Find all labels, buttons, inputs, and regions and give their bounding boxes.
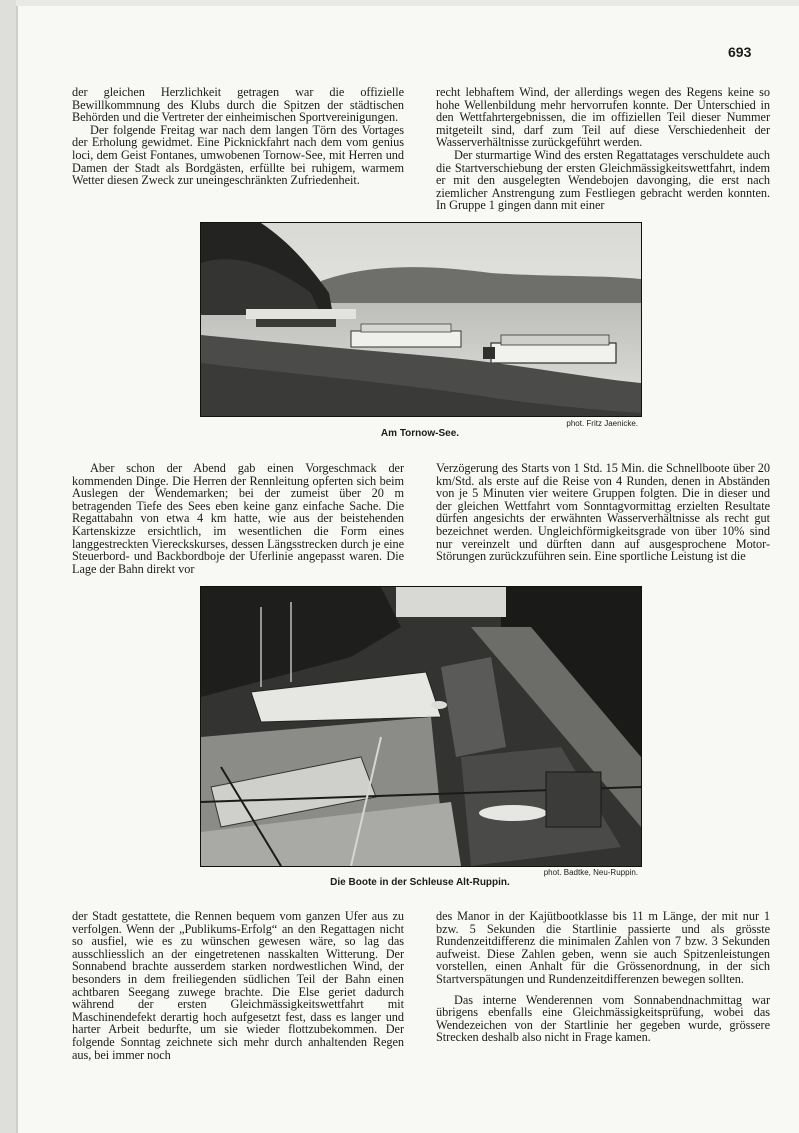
photo-credit: phot. Fritz Jaenicke.: [566, 419, 638, 428]
paragraph: Aber schon der Abend gab einen Vorgeschmack der kommenden Dinge. Die Herren der Rennleitung opferten sich beim Auslegen der Wendemarken; bei der zumeist über 20 m betragenden Tiefe des Sees eben keine ganz einfache Sache. Die Regattabahn von etwa 4 km hatte, wie aus der beistehenden Kartenskizze ersichtlich, im wesentlichen die Form eines langgestreckten Viereckskurses, dessen Längsstrecken durch je eine Steuerbord- und Backbordboje der Uferlinie angepasst waren. Die Lage der Bahn direkt vor: [72, 461, 404, 576]
paragraph: der gleichen Herzlichkeit getragen war die offizielle Bewillkommnung des Klubs durch die Spitzen der städtischen Behörden und die Vertreter der einheimischen Sportvereinigungen.: [72, 85, 404, 125]
paragraph: Der sturmartige Wind des ersten Regattatages verschuldete auch die Startverschiebung der ersten Gleichmässigkeitswettfahrt, indem er mit den ausgelegten Wendebojen davonging, die erst nach ziemlicher Anstrengung zum Festliegen gebracht werden konnten. In Gruppe 1 gingen dann mit einer: [436, 147, 770, 213]
page-number: 693: [728, 44, 752, 60]
photo-schleuse-alt-ruppin: [200, 586, 642, 867]
photo-caption: Am Tornow-See.: [380, 428, 460, 439]
photo-credit: phot. Badtke, Neu-Ruppin.: [543, 868, 638, 877]
text-column-top-right: [436, 86, 770, 212]
photo-tornow-see: [200, 222, 642, 417]
photo-caption: Die Boote in der Schleuse Alt-Ruppin.: [330, 877, 510, 888]
paragraph: des Manor in der Kajütbootklasse bis 11 m Länge, der mit nur 1 bzw. 5 Sekunden die Startlinie passierte und als grösste Rundenzeitdifferenz die minimalen Zahlen von 7 bzw. 3 Sekunden aufweist. Diese Zahlen geben, wenn sie auch Spitzenleistungen vorstellen, einen Anhalt für die Grössenordnung, in der sich Startverspätungen und Rundenzeitdifferenzen bewegen sollten.: [436, 909, 770, 986]
lake-scene-image: [201, 223, 641, 416]
paragraph: Das interne Wenderennen vom Sonnabendnachmittag war übrigens ebenfalls eine Gleichmässigkeitsprüfung, wobei das Wendezeichen von der Startlinie her gegeben wurde, grössere Strecken deshalb also nicht in Frage kamen.: [436, 992, 770, 1045]
lock-scene-image: [201, 587, 641, 866]
paragraph: Der folgende Freitag war nach dem langen Törn des Vortages der Erholung gewidmet. Eine Picknickfahrt nach dem vom genius loci, dem Geist Fontanes, umwobenen Tornow-See, mit Herren und Damen der Stadt als Bordgästen, erfüllte bei ruhigem, warmem Wetter diesen Zweck zur uneingeschränkten Zufriedenheit.: [72, 122, 404, 188]
text-column-top-left: [72, 86, 404, 187]
text-column-middle-left: [72, 462, 404, 575]
paragraph: recht lebhaftem Wind, der allerdings wegen des Regens keine so hohe Wellenbildung mehr hervorrufen konnte. Der Unterschied in den Wettfahrtergebnissen, die im offiziellen Teil dieser Nummer mitgeteilt sind, darf zum Teil auf diese Verschiedenheit der Wasserverhältnisse zurückgeführt werden.: [436, 85, 770, 150]
text-column-bottom-left: [72, 910, 404, 1061]
paragraph: der Stadt gestattete, die Rennen bequem vom ganzen Ufer aus zu verfolgen. Wenn der „Publikums-Erfolg“ an den Regattagen nicht so ausfiel, wie es zu wünschen gewesen wäre, so lag das ausschliesslich an der eingetretenen nasskalten Witterung. Der Sonnabend brachte ausserdem starken nordwestlichen Wind, der besonders in dem freiliegenden südlichen Teil der Bahn einen achtbaren Seegang zuwege brachte. Die Else geriet dadurch während der ersten Gleichmässigkeitswettfahrt mit Maschinendefekt derartig hoch aufgesetzt fest, dass es langer und harter Arbeit bedurfte, um sie wieder flottzubekommen. Der folgende Sonntag zeichnete sich mehr durch anhaltenden Regen aus, bei immer noch: [72, 909, 404, 1062]
text-column-bottom-right: [436, 910, 770, 1044]
page-edge: [0, 0, 16, 1133]
text-column-middle-right: [436, 462, 770, 563]
paragraph: Verzögerung des Starts von 1 Std. 15 Min. die Schnellboote über 20 km/Std. als erste auf die Reise von 4 Runden, denen in Abständen von je 5 Minuten vier weitere Gruppen folgten. Die in dieser und der gleichen Wettfahrt vom Sonntagvormittag erzielten Resultate dürfen angesichts der erwähnten Wasserverhältnisse als recht gut bezeichnet werden. Ungleichförmigkeitsgrade von über 10% sind nur vereinzelt und dürften dann auf ausgesprochene Motor-Störungen zurückzuführen sein. Eine sportliche Leistung ist die: [436, 461, 770, 564]
